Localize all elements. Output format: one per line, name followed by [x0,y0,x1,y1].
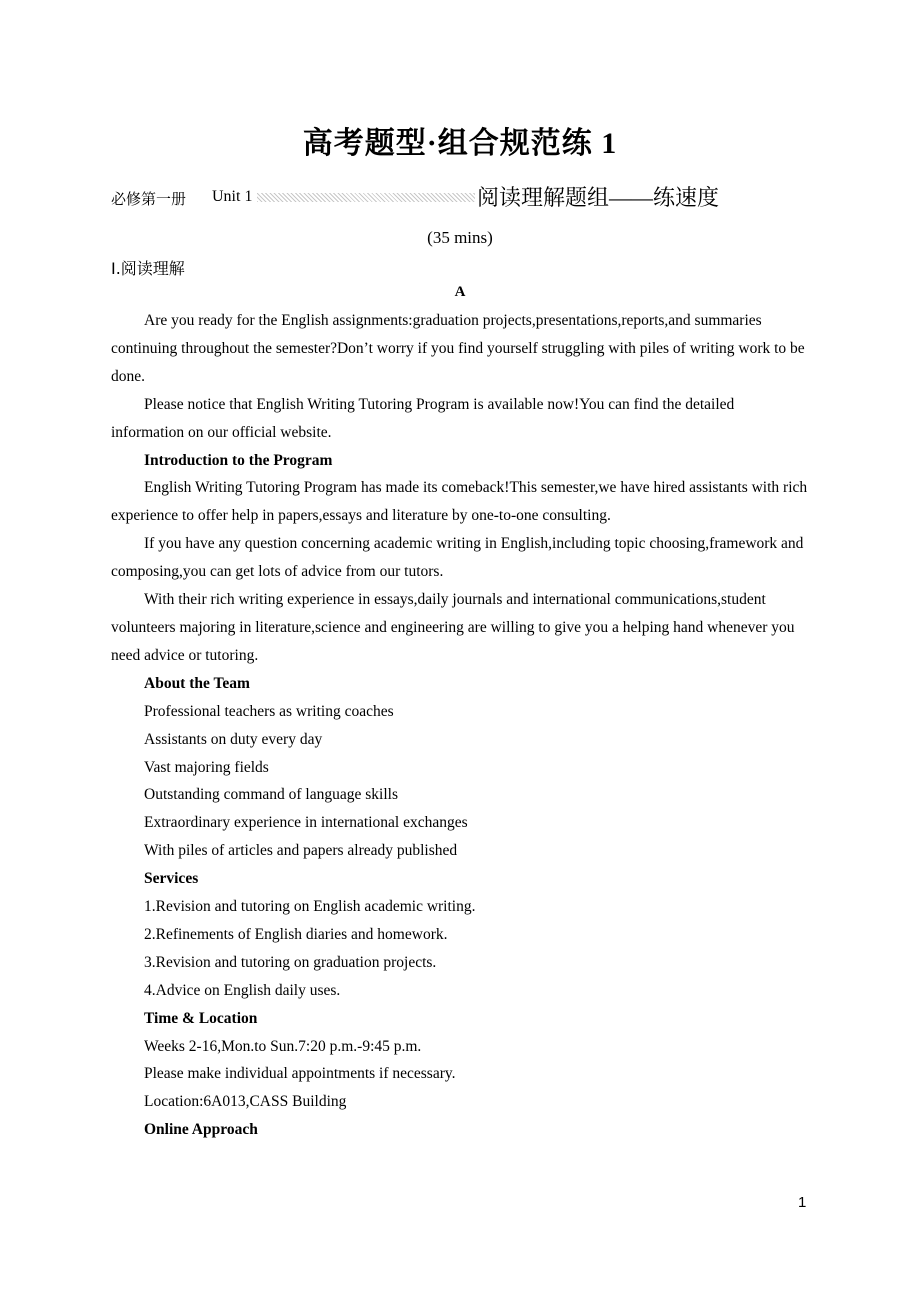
paragraph: If you have any question concerning academic writing in English,including topic choosing,framework and composing,you can get lots of advice from our tutors. [111,535,804,581]
intro-heading: Introduction to the Program [144,451,333,469]
team-heading: About the Team [144,674,250,692]
book-label: 必修第一册 [111,192,187,208]
list-item: Assistants on duty every day [144,730,323,748]
list-item: Weeks 2-16,Mon.to Sun.7:20 p.m.-9:45 p.m. [144,1037,422,1055]
list-item: Please make individual appointments if necessary. [144,1065,456,1083]
passage-body [111,307,811,1144]
page-number: 1 [798,1194,807,1211]
paragraph: English Writing Tutoring Program has made its comeback!This semester,we have hired assistants with rich experience to offer help in papers,essays and literature by one-to-one consulting. [111,479,808,525]
services-heading: Services [144,870,199,888]
online-heading: Online Approach [144,1121,258,1139]
list-item: 2.Refinements of English diaries and homework. [144,925,448,943]
list-item: With piles of articles and papers already published [144,842,458,860]
list-item: 1.Revision and tutoring on English academic writing. [144,898,476,916]
page-title: 高考题型·组合规范练 1 [302,127,618,160]
list-item: 4.Advice on English daily uses. [144,981,341,999]
list-item: Location:6A013,CASS Building [144,1093,347,1111]
list-item: Outstanding command of language skills [144,786,398,804]
list-item: Extraordinary experience in international exchanges [144,814,468,832]
time-limit: (35 mins) [427,228,493,247]
paragraph: With their rich writing experience in essays,daily journals and international communications,student volunteers majoring in literature,science and engineering are willing to give you a helping hand whenever you need advice or tutoring. [111,591,795,664]
section-heading: Ⅰ.阅读理解 [111,259,185,278]
subtitle-row [111,180,811,212]
category-label: 阅读理解题组——练速度 [477,185,720,210]
paragraph: Please notice that English Writing Tutoring Program is available now!You can find the detailed information on our official website. [111,395,735,441]
list-item: Professional teachers as writing coaches [144,702,394,720]
hatch-decoration [257,193,475,202]
time-location-heading: Time & Location [144,1009,258,1027]
paragraph: Are you ready for the English assignments:graduation projects,presentations,reports,and summaries continuing throughout the semester?Don’t worry if you find yourself struggling with piles of writing work to be done. [111,312,805,385]
passage-label: A [454,284,466,300]
list-item: Vast majoring fields [144,758,269,776]
unit-label: Unit 1 [212,188,253,205]
list-item: 3.Revision and tutoring on graduation projects. [144,953,437,971]
